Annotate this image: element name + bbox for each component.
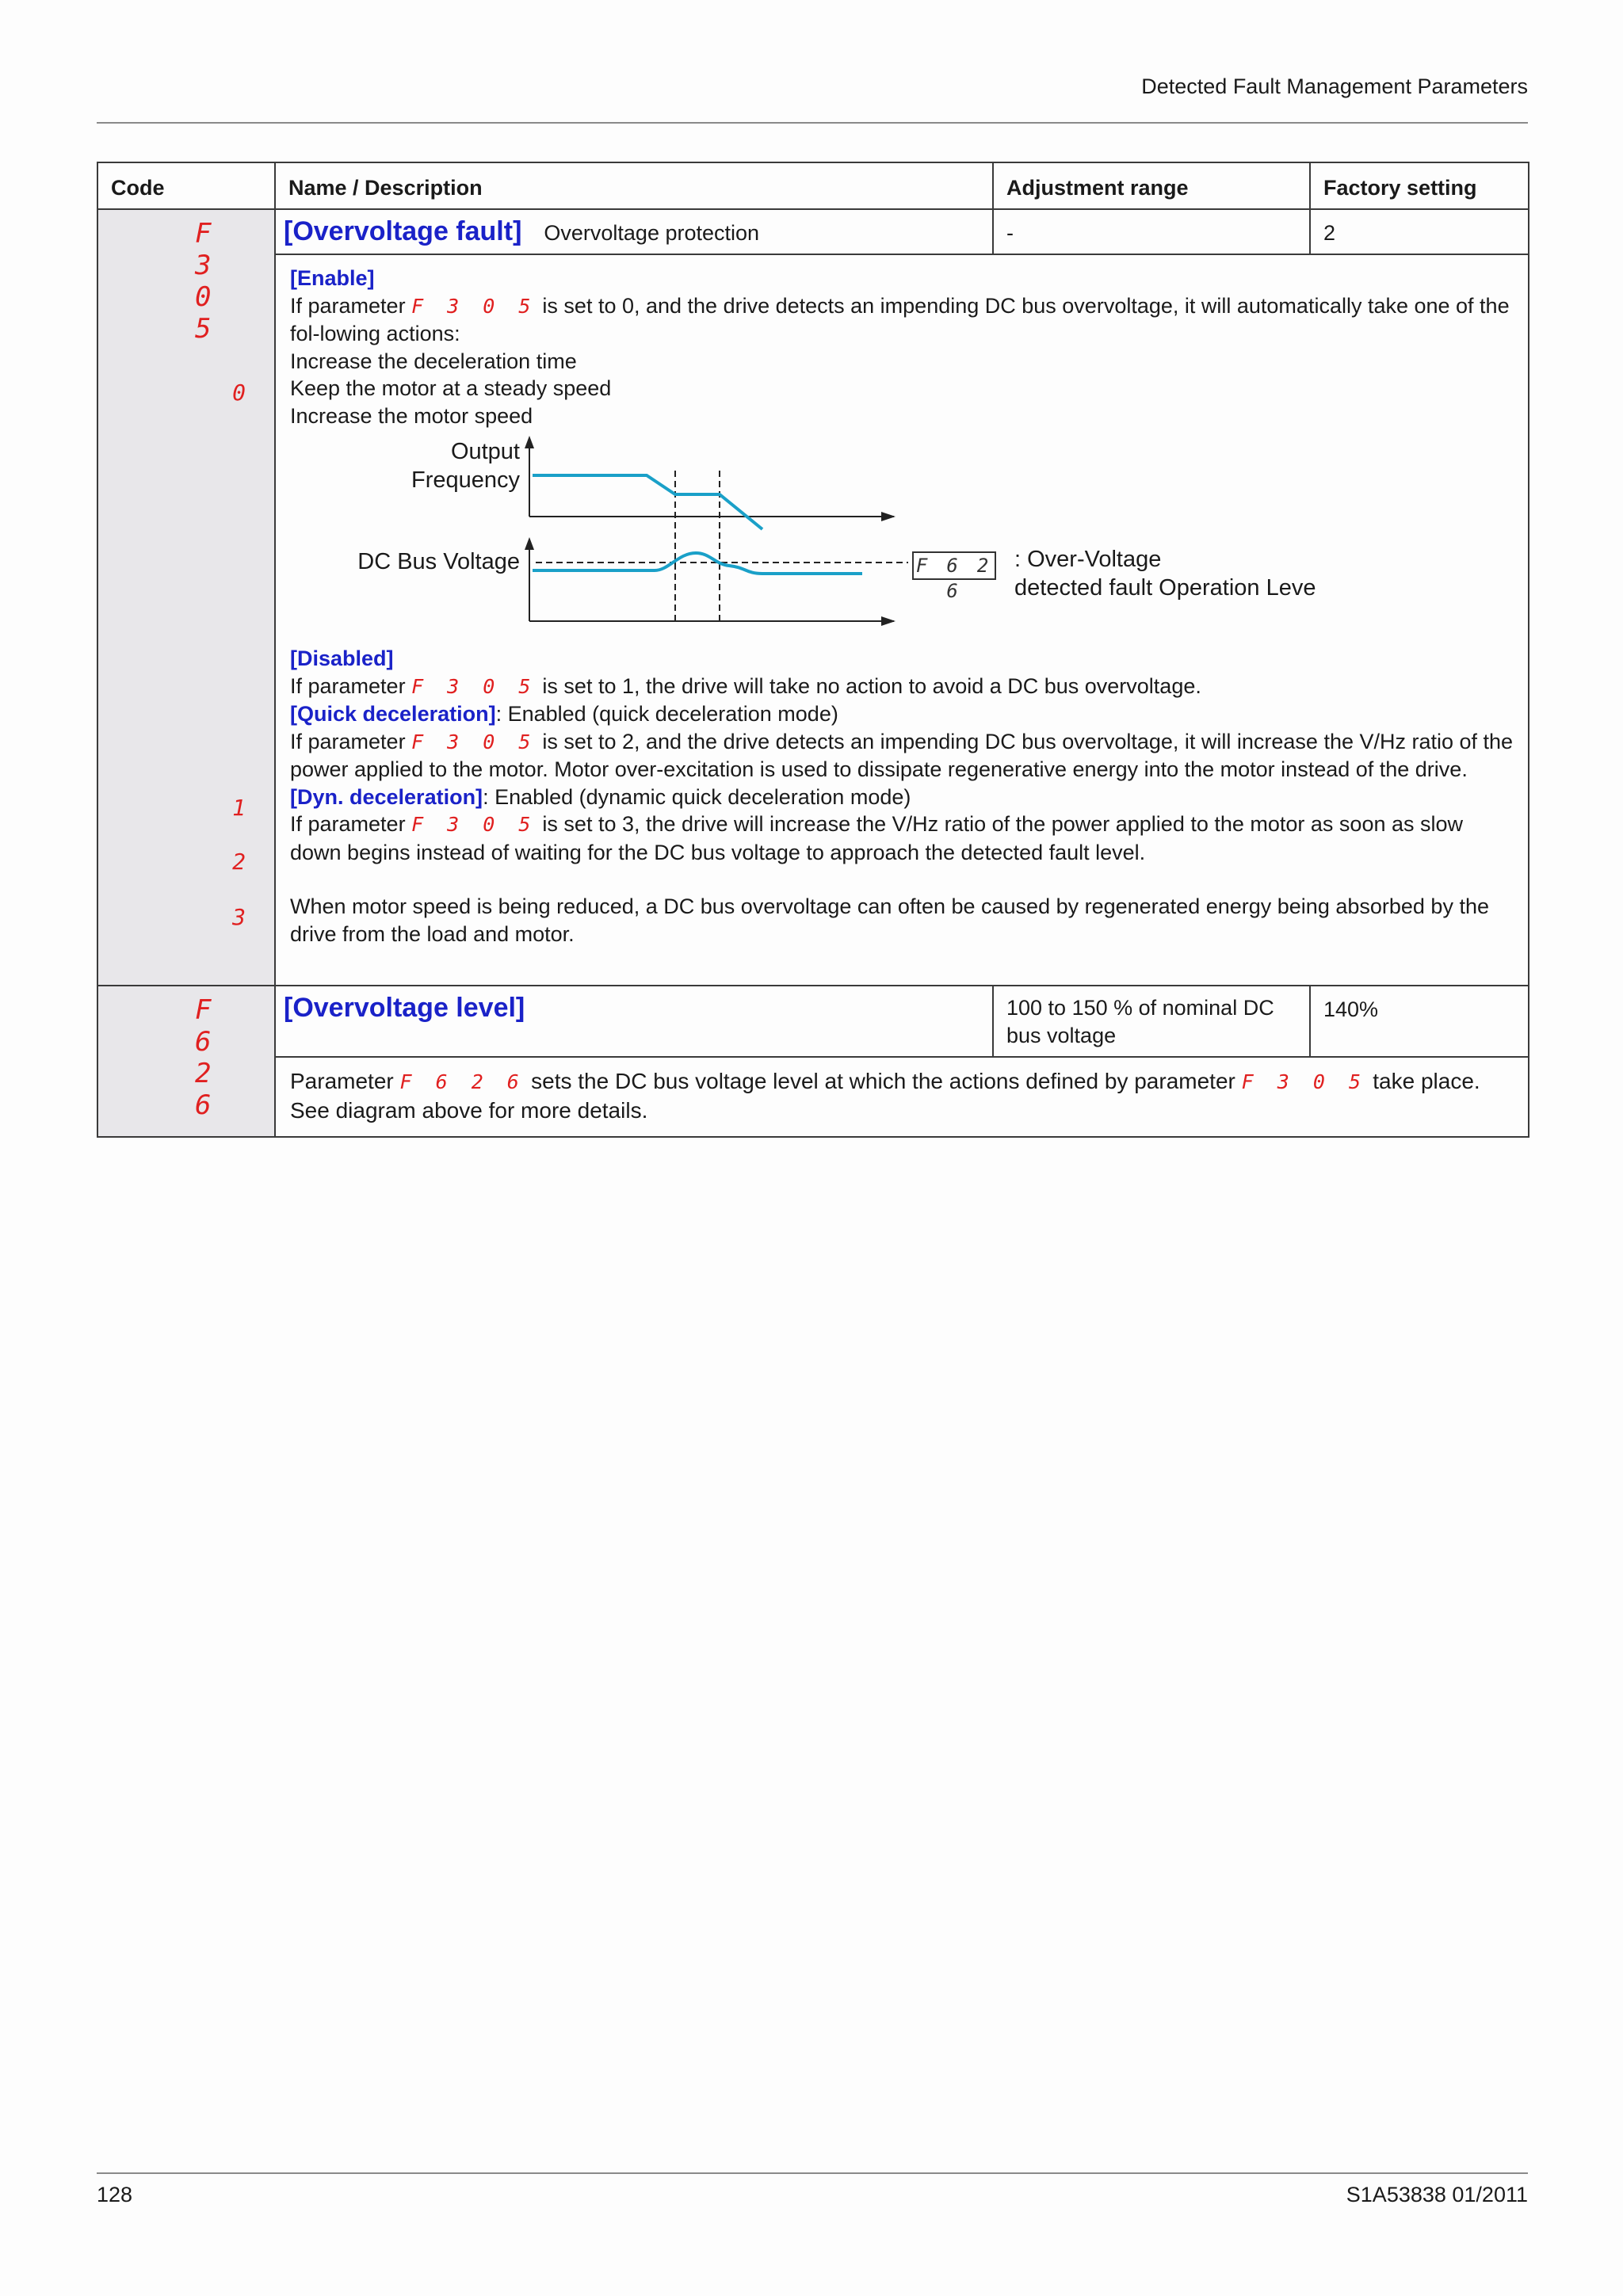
diagram-dc-label: DC Bus Voltage bbox=[357, 549, 520, 575]
option-quick-text: If parameter F 3 0 5 is set to 2, and the drive detects an impending DC bus overvoltage, it will increase the V/Hz ratio of the power applied to the motor. Motor over-excitation is used to dissipate regenerative energy into the motor instead of the drive. bbox=[290, 729, 1514, 782]
table-row bbox=[97, 209, 1529, 254]
option-enable-label: [Enable] bbox=[290, 266, 375, 291]
col-header-name: Name / Description bbox=[275, 162, 993, 209]
table-row-description bbox=[97, 254, 1529, 986]
param-short-f305: Overvoltage protection bbox=[544, 221, 760, 245]
option-dyn-label: [Dyn. deceleration]: Enabled (dynamic quick deceleration mode) bbox=[290, 784, 911, 809]
value-code-1: 1 bbox=[232, 795, 246, 821]
col-header-range: Adjustment range bbox=[993, 162, 1310, 209]
diagram-plot bbox=[0, 434, 1106, 640]
value-code-2: 2 bbox=[232, 849, 246, 875]
description-f305 bbox=[275, 254, 1529, 986]
note-text: When motor speed is being reduced, a DC bus overvoltage can often be caused by regenerated energy being absorbed by the drive from the load and motor. bbox=[290, 894, 1489, 946]
option-disabled-text: If parameter F 3 0 5 is set to 1, the drive will take no action to avoid a DC bus overvoltage. bbox=[290, 673, 1201, 698]
diagram-legend: : Over-Voltage detected fault Operation Leve bbox=[1014, 547, 1316, 601]
option-enable-text: If parameter F 3 0 5 is set to 0, and the drive detects an impending DC bus overvoltage, it will automatically take one of the fol-lowing actions: bbox=[290, 293, 1510, 346]
document-reference: S1A53838 01/2011 bbox=[1346, 2183, 1528, 2206]
page-number: 128 bbox=[97, 2183, 133, 2206]
param-name-f626: [Overvoltage level] bbox=[284, 993, 525, 1023]
code-f626: F 6 2 6 bbox=[195, 994, 219, 1121]
param-name-f305: [Overvoltage fault] bbox=[284, 216, 522, 246]
action-item: Keep the motor at a steady speed bbox=[290, 376, 612, 401]
lcd-f626-box: F 6 2 6 bbox=[912, 551, 996, 580]
value-code-0: 0 bbox=[232, 379, 246, 406]
diagram-output-label: Output Frequency bbox=[411, 439, 520, 494]
description-f626: Parameter F 6 2 6 sets the DC bus voltage level at which the actions defined by parameter F 3 0 5 take place. See diagram above for more details. bbox=[275, 1057, 1529, 1137]
header-divider bbox=[97, 122, 1528, 124]
table-row bbox=[97, 986, 1529, 1057]
option-quick-label: [Quick deceleration]: Enabled (quick deceleration mode) bbox=[290, 702, 838, 727]
factory-f626: 140% bbox=[1310, 986, 1529, 1057]
action-item: Increase the deceleration time bbox=[290, 349, 577, 373]
code-cell-f626 bbox=[97, 986, 275, 1137]
overvoltage-diagram bbox=[0, 434, 1316, 640]
page-header-title: Detected Fault Management Parameters bbox=[1141, 74, 1528, 98]
name-cell-f305 bbox=[275, 209, 993, 254]
value-code-3: 3 bbox=[232, 904, 246, 930]
footer-divider bbox=[97, 2172, 1528, 2174]
table-header-row bbox=[97, 162, 1529, 209]
factory-f305: 2 bbox=[1310, 209, 1529, 254]
option-disabled-label: [Disabled] bbox=[290, 646, 394, 671]
table-row-description bbox=[97, 1057, 1529, 1137]
col-header-factory: Factory setting bbox=[1310, 162, 1529, 209]
name-cell-f626 bbox=[275, 986, 993, 1057]
range-f626: 100 to 150 % of nominal DC bus voltage bbox=[993, 986, 1310, 1057]
range-f305: - bbox=[993, 209, 1310, 254]
parameter-table bbox=[97, 162, 1529, 1138]
option-dyn-text: If parameter F 3 0 5 is set to 3, the drive will increase the V/Hz ratio of the power applied to the motor as soon as slow down begins instead of waiting for the DC bus voltage to approach the detected fault level. bbox=[290, 812, 1464, 864]
code-f305: F 3 0 5 bbox=[195, 218, 219, 345]
col-header-code: Code bbox=[97, 162, 275, 209]
action-item: Increase the motor speed bbox=[290, 403, 533, 428]
